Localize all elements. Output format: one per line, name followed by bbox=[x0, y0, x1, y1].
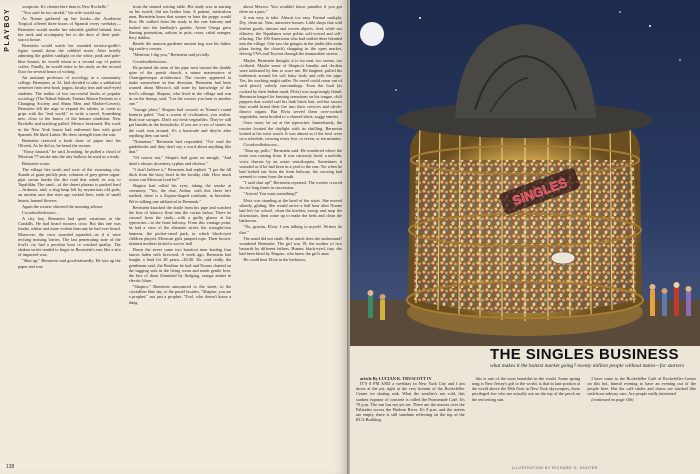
birdcage-illustration bbox=[350, 0, 700, 346]
paragraph: "Nonsense," Bernstein had responded. "I've read the guidebooks and they don't say a word about anything like that." bbox=[128, 138, 232, 155]
paragraph: "Of course not," Shapiro had gone on smugly. "And there's always dysentery, typhus and cholera." bbox=[128, 155, 232, 166]
paragraph: "Mention, I dig you," Bernstein said jovially. bbox=[132, 52, 211, 58]
paragraph: "Shut up," Bernstein said good-naturedly. He tore up the paper and rose bbox=[18, 258, 121, 269]
paragraph: Bernstein would watch her rounded tortoise-girdle's figure vanish down the cobbled street. After briefly admiring the golden sunlight on the white, pink and pale-blue houses, he would return to a second cup of potent coffee. Finally, he would retire to his study on the second floor for several hours of writing. bbox=[18, 43, 121, 74]
paragraph: Cocadoodledooooo... bbox=[243, 142, 280, 148]
paragraph: Once more, he sat at the typewriter. Immediately, the rooster located the daylight with its shrilling. Bernstein looked at his wrist watch. It was almost as if the fowl were on a schedule, crowing every five, or seven, or ten minutes. bbox=[239, 120, 343, 141]
paragraph: "No, gracias, Elvia. I was talking to myself. Writers do that." bbox=[239, 224, 343, 235]
paragraph: "Shut up, pollo," Bernstein said. He wondered where the noise was coming from. It was curiously lucid, a melodic voice thrown by an avian ventriloquist. Sometimes it sounded as if he had been in a yard to the rear. Yet when he had looked out from the front balcony, the crowing had seemed to come from the south. bbox=[239, 148, 343, 179]
paragraph: I have come to the Rockefeller Café of Rockefeller Center on this hot, humid evening to have an evening out of the people here. But the café tables and chairs are stacked like rush-hour subway cars. Are people really interested bbox=[587, 376, 697, 397]
star-icon bbox=[619, 11, 621, 13]
star-icon bbox=[419, 17, 421, 19]
paragraph: "Savage place," Shapiro had crowed, as Nonno's round features paled. "Just a screen of civilization, you realize. Real true savages. Don't eat fresh vegetables. They've still got bandits in the boondocks. If you see a row of stones on the road, turn around. It's a barricade and they're after anything they can steal." bbox=[128, 106, 232, 138]
moon-icon bbox=[360, 22, 384, 46]
paragraph: IT'S 8 PM AND a weekday in New York City and I am down at the pit, right at the very bottom of the Rockefeller Center ice skating rink. What the weather's not cold, this sunken expanse of concrete is called the Promenade Café. It's 70 p.m. The sun has not yet set. There are the masses over the Palisades across the Hudson River. It's 8 p.m. and the streets are empty, there is still sunshine reflecting on the top of the RCA Building. bbox=[356, 381, 465, 423]
right-column-2 bbox=[472, 376, 581, 464]
left-column-2 bbox=[129, 4, 232, 464]
paragraph: "You can't be too careful," his wife would say. bbox=[22, 10, 102, 16]
paragraph: A city boy, Bernstein had spent vacations in the Catskills. He had heard roosters crow. But this one was louder, whiter and more violent than any he had ever heard. Moreover, the crow sounded squealed—as if it were reciting missing lorries. The last penetrating note of the fowl's cry had a peculiar hoot or cracked quality. The shaken writer tended to finger in Bernstein's ears like a slot of impacted wax. bbox=[18, 216, 121, 258]
paragraph: It was easy to take. Almost too easy. Eternal sunlight. Dry, clean air. Neat, attractive houses. Little shops that sold leather goods, tinware and woven objects. And, while not effusive, the Tepatlanos were polite, soft-voiced and self-effacing. The 100 Americans who had settled there blended into the village. One saw the gringos in the jardin (the main plaza facing the church) shopping in the open market, driving VWs and Toyotas through the immaculate streets. bbox=[239, 15, 343, 57]
right-column-1 bbox=[356, 376, 465, 464]
left-text-columns bbox=[18, 4, 342, 464]
article-deck: what makes it the hottest market going? twenty million people without mates—for starters bbox=[490, 363, 685, 369]
right-page bbox=[350, 0, 700, 474]
paragraph: "Noisy bastard," he said, brushing, he pulled a chord of Mexican 77 smoke into the airy hallows he used as a study. bbox=[18, 149, 121, 160]
running-head: PLAYBOY bbox=[4, 8, 11, 52]
paragraph: "Shapiro," Bernstein announced to the street, to the crystalline blue sky, to the pastel facades, "Shapiro, you are a prophet," not just a prophet. "Fool, who doesn't know a thing bbox=[128, 284, 232, 305]
paragraph: Bernstein wrote: bbox=[22, 160, 51, 166]
paragraph: "I said shut up!" Bernstein repeated. The rooster crowed for six long times in succession. bbox=[239, 180, 343, 191]
paragraph: An assistant professor of sociology at a community college, Bernstein, at 32, had decided to take a sabbatical semester from text-book jargon, faculty teas and stuff-eyed students. The author of two successful books of popular sociology (The Naked Suburb; Parents Return Patterns in a Changing Society and Sham Men and Mother-Lovers), Bernstein felt the urge to expand his talents, to come to grips with the "real world," to write a novel. Something new, close to the basics of the human condition. New Rochelle and teaching palled. Mexico beckoned. His work in the New York barrio had enlivened him with good Spanish. He liked Latins. He drew strength from the sun. bbox=[18, 75, 121, 137]
paragraph: Down the street came two barefoot men leading four burros laden with firewood. A week ago, Bernstein had bought a load for 28 pesos—$2.00. Do cord really, the gentleman said, the Borditas he had and Nonno chatted on the sagging sofa in the living room and made gentle love, the hiss of them illumined by flodging, orange amber in electric blaze. bbox=[128, 247, 232, 283]
paragraph: Bernstein knocked the dottle from his pipe and watched the lists of tobacco float into the cactus below. There he crossed from the study—with a guilty glance at his typewriter—to the front balcony. From this vantage point, he had a view of the alternate street, the wrought-iron lanterns, the pocket-sized park, in which black-eyed children played, Mexican girls jumped rope. Their brown-skinned mothers kicked a soccer ball. bbox=[128, 204, 232, 246]
paragraph: this is one of the most beautiful in the world. Some spring snag is New Jersey's gift to the world, is that in lane portion of the world above the 58th floor in New York skyscrapers, those privileged few who are actually out on the top of the perch on the red setting sun. bbox=[471, 376, 581, 402]
paragraph: Cocadoodledooooo... bbox=[132, 58, 170, 64]
paragraph: Elvia was standing at the head of the stairs. She moved silently, gliding. She would arrive a half hour after Nonno had left for school, clean the kitchen, sweep and mop the downstairs, then come up to make the beds and clean the bathroom. bbox=[239, 197, 343, 224]
paragraph: Beside the maroon gardener ancient hog was his father, big rustle-y rooster. bbox=[128, 41, 232, 52]
paragraph: Bernstein reserved a book draw of paper into his Olivetti. As he did so, he heard the rooster. bbox=[18, 137, 121, 149]
paragraph: He pointed the stem of his pipe west toward the double spire of the parish church, a minor masterpiece of Churrigueresque architecture. The rooster appeared to make somewhere in that direction. Bernstein had been warned about Mexico's tall zone by knowledge of the fowl's offstage. Shapiro, who lived in the village and was in on the lineup, said, "Let the rooster you hear is another one." bbox=[128, 64, 232, 106]
article-headline: THE SINGLES BUSINESS bbox=[490, 346, 679, 363]
paragraph: about Mexico. You wouldn't know paradise if you got there on a pass." bbox=[239, 4, 343, 15]
left-page bbox=[0, 0, 348, 474]
left-column-1 bbox=[18, 4, 121, 464]
paragraph: scorpions. It's cleaner here than in New Rochelle." bbox=[22, 4, 109, 9]
paragraph: The maid did not smile. How much does she understand? wondered Bernstein. The girl was 18, the mother of two bastards by different fathers. Hunter, black-eyed, tiny, she had been hired by Shapiro, who knew the girl's aunt. bbox=[239, 235, 343, 257]
cage-plaque bbox=[551, 252, 575, 264]
paragraph: The village lies north and west of the swarming city. Stands of giant prickly pear, columns of grey-green organ-pipe cactus border the dirt road that winds its way to Tepalitlán. The sand—of the desert plateau is packed hard—Arduous, arid, a slug heap left by mysterious old gods, an ancient race that rises ago sacked fires, earth of small beasts, burned flowers. bbox=[18, 166, 121, 203]
star-icon bbox=[679, 59, 681, 61]
left-column-3 bbox=[239, 4, 342, 464]
star-icon bbox=[395, 89, 397, 91]
paragraph: As Nonno gathered up her books—the Academia Tropical offered three hours of Spanish every weekday—Bernstein would smoke her adorable girdled behind, kiss her neck and accompany her to the door of their pink-stucco house. bbox=[18, 16, 121, 42]
paragraph: "Action! You want something?" bbox=[243, 191, 299, 197]
neon-sign-text: SINGLES bbox=[510, 174, 570, 209]
paragraph: He could hear Elvia in the bedroom, bbox=[243, 257, 306, 263]
paragraph: Shapiro had rolled his eyes, taking the smoke at ceremony. "Yes, the clue, Arthur, with this cheer he's stashed, there is a Zapata-shaped rosebush, in boredom. We're talking one sabbatical in Denmark." bbox=[128, 183, 232, 204]
byline: article By LUCIAN K. TRUSCOTT IV bbox=[360, 376, 432, 381]
paragraph: from the stained writing table. His study was in starting on his tweed; did not bother him. A patient, meticulous man, Bernstein knew that sooner or later the poppy would flow. He walked from the study to the rear balcony and looked into the landlady's garden. Arrete Ortega grew flaming poinsettias, zalvias in pots, roses, rabid oranges, fiery dahlias. bbox=[128, 4, 232, 40]
paragraph: Maybe, Bernstein thought, it is too neat, too serene, too civilized. Maybe some of Shapiro's bandits and cholera were indicated by him to scare me. He laughed, pulled his turtleneck around his soft hairy body and relit the pipe. Yes, his working might suffer. No novel could come out of such placid, orderly surroundings. Even the food (as cooked by their Indian maid, Elvia) was surprisingly bland. Bernstein longed for burning sensations on his tongue, chili peppers that would curl his lank black hair, red-hot sauces that would brand their fire into their cervices and uh-oh-dissect organs. But Elvia served them over-cooked vegetables, meat broiled to a charred slack, soggy entrées. bbox=[239, 57, 343, 120]
page-number: 138 bbox=[6, 464, 15, 470]
paragraph: Again the rooster shivered the morning silence. bbox=[22, 203, 104, 209]
right-column-3 bbox=[587, 376, 696, 464]
right-text-columns bbox=[356, 376, 696, 464]
star-icon bbox=[649, 25, 651, 27]
paragraph: Cocadoodledooooo... bbox=[22, 209, 59, 215]
paragraph: "I don't believe it," Bernstein had replied. "I get the fill thick from the boxy bowl in the locality club. How much worse can Mexican food be?" bbox=[128, 166, 232, 182]
illustration-credit: ILLUSTRATION BY RICHARD G. HUNTER bbox=[512, 466, 598, 470]
continued-note: (continued on page 166) bbox=[591, 396, 634, 402]
